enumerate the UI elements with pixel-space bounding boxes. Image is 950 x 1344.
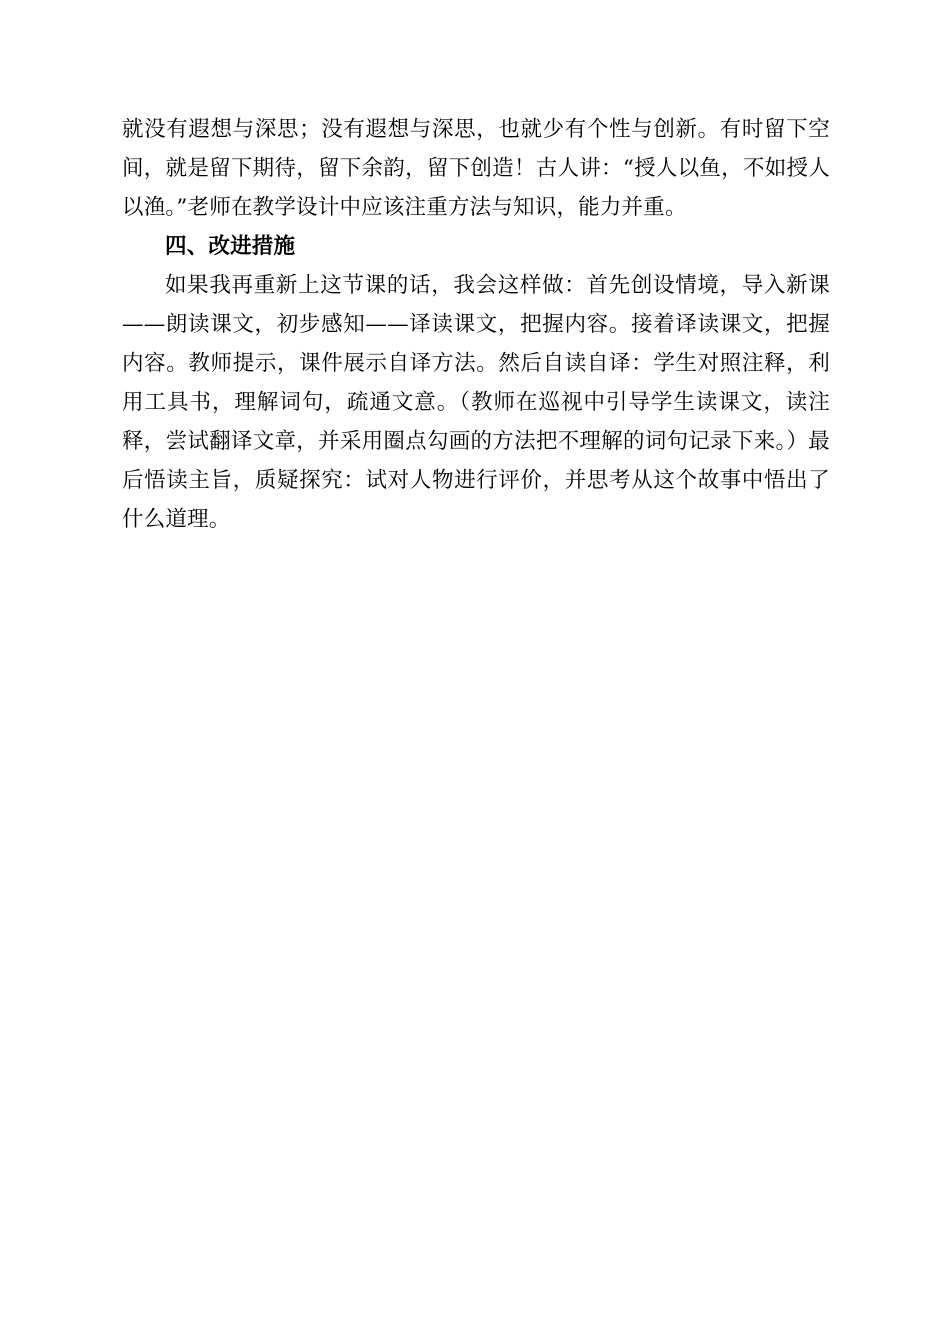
document-body [122, 110, 830, 539]
paragraph-improvement-measures: 如果我再重新上这节课的话，我会这样做：首先创设情境，导入新课——朗读课文，初步感知——译读课文，把握内容。接着译读课文，把握内容。教师提示，课件展示自译方法。然后自读自译：学生对照注释，利用工具书，理解词句，疏通文意。（教师在巡视中引导学生读课文，读注释，尝试翻译文章，并采用圈点勾画的方法把不理解的词句记录下来。）最后悟读主旨，质疑探究：试对人物进行评价，并思考从这个故事中悟出了什么道理。 [122, 273, 830, 532]
section-heading-four: 四、改进措施 [165, 234, 296, 259]
paragraph-continued: 就没有遐想与深思；没有遐想与深思，也就少有个性与创新。有时留下空间，就是留下期待，留下余韵，留下创造！古人讲：“授人以鱼，不如授人以渔。”老师在教学设计中应该注重方法与知识，能力并重。 [122, 117, 830, 220]
